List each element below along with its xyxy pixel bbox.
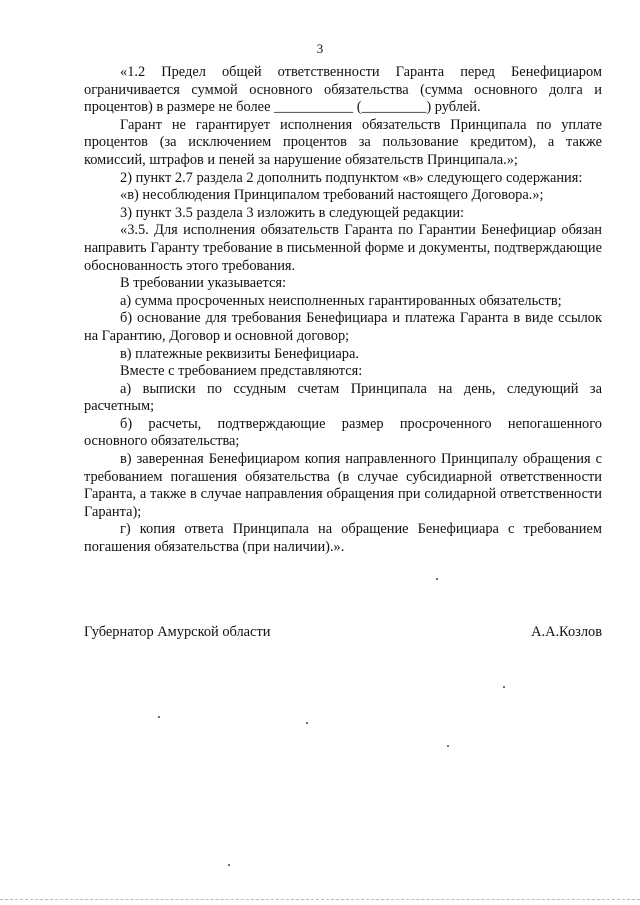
paragraph-guarantor-exclusions: Гарант не гарантирует исполнения обязательств Принципала по уплате процентов (за исключением процентов за пользование кредитом), а также комиссий, штрафов и пеней за нарушение обязательств Принципала.»;	[84, 116, 602, 168]
paragraph-3-5: «3.5. Для исполнения обязательств Гаранта по Гарантии Бенефициар обязан направить Гаранту требование в письменной форме и документы, подтверждающие обоснованность этого требования.	[84, 222, 602, 274]
list-item-b: б) основание для требования Бенефициара и платежа Гаранта в виде ссылок на Гарантию, Договор и основной договор;	[84, 310, 602, 344]
document-body	[84, 64, 602, 557]
scan-speck	[436, 578, 438, 580]
paragraph-item-2: 2) пункт 2.7 раздела 2 дополнить подпунктом «в» следующего содержания:	[120, 169, 583, 186]
signatory-position: Губернатор Амурской области	[84, 624, 271, 640]
scan-speck	[158, 716, 160, 718]
scan-speck	[447, 745, 449, 747]
scan-edge-line	[0, 899, 640, 900]
signatory-name: А.А.Козлов	[531, 624, 602, 640]
paragraph-1-2-limit: «1.2 Предел общей ответственности Гаранта перед Бенефициаром ограничивается суммой основного обязательства (сумма основного долга и процентов) в размере не более ___________ (_________) рублей.	[84, 64, 602, 116]
scan-speck	[306, 722, 308, 724]
attachment-item-b: б) расчеты, подтверждающие размер просроченного непогашенного основного обязательства;	[84, 415, 602, 450]
attachment-item-g: г) копия ответа Принципала на обращение Бенефициара с требованием погашения обязательства (при наличии).».	[84, 521, 602, 556]
page-number: 3	[316, 41, 324, 56]
paragraph-attachments-intro: Вместе с требованием представляются:	[120, 363, 363, 380]
paragraph-requirement-intro: В требовании указывается:	[120, 275, 287, 292]
scan-speck	[503, 686, 505, 688]
list-item-a: а) сумма просроченных неисполненных гарантированных обязательств;	[120, 292, 562, 309]
scan-speck	[228, 864, 230, 866]
signature-block	[84, 624, 602, 641]
paragraph-item-3: 3) пункт 3.5 раздела 3 изложить в следующей редакции:	[120, 204, 465, 221]
paragraph-subitem-v: «в) несоблюдения Принципалом требований настоящего Договора.»;	[120, 187, 544, 204]
list-item-v: в) платежные реквизиты Бенефициара.	[120, 345, 359, 362]
attachment-item-v: в) заверенная Бенефициаром копия направленного Принципалу обращения с требованием погашения обязательства (в случае субсидиарной ответственности Гаранта, а также в случае направления обращения при солидарной ответственности Гаранта);	[84, 451, 602, 520]
attachment-item-a: а) выписки по ссудным счетам Принципала на день, следующий за расчетным;	[84, 380, 602, 415]
